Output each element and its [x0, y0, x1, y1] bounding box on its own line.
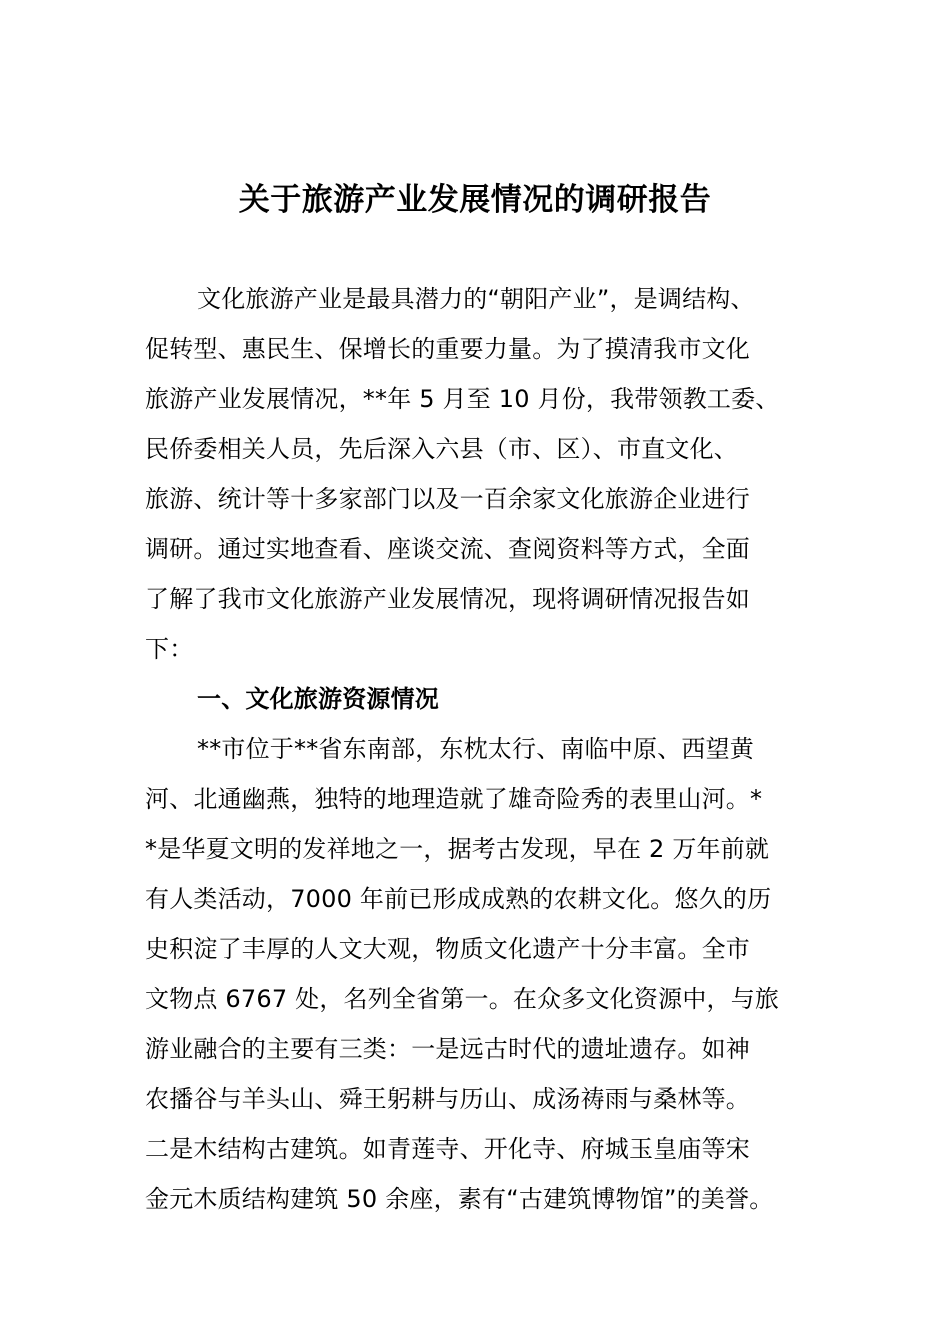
- paragraph-line: 二是木结构古建筑。如青莲寺、开化寺、府城玉皇庙等宋: [145, 1135, 750, 1163]
- paragraph-line: 游业融合的主要有三类：一是远古时代的遗址遗存。如神: [145, 1035, 750, 1063]
- paragraph-line: 金元木质结构建筑 50 余座，素有“古建筑博物馆”的美誉。: [145, 1185, 774, 1213]
- section-heading: 一、文化旅游资源情况: [197, 685, 439, 713]
- paragraph-line: 下：: [145, 635, 194, 663]
- paragraph-line: 民侨委相关人员，先后深入六县（市、区）、市直文化、: [145, 435, 738, 463]
- paragraph-line: 农播谷与羊头山、舜王躬耕与历山、成汤祷雨与桑林等。: [145, 1085, 750, 1113]
- document-body: [145, 274, 825, 1224]
- paragraph-line: 了解了我市文化旅游产业发展情况，现将调研情况报告如: [145, 585, 750, 613]
- paragraph-line: *是华夏文明的发祥地之一，据考古发现，早在 2 万年前就: [145, 835, 770, 863]
- paragraph-line: **市位于**省东南部，东枕太行、南临中原、西望黄: [197, 735, 754, 763]
- paragraph-line: 史积淀了丰厚的人文大观，物质文化遗产十分丰富。全市: [145, 935, 750, 963]
- paragraph-line: 调研。通过实地查看、座谈交流、查阅资料等方式，全面: [145, 535, 750, 563]
- paragraph-line: 有人类活动，7000 年前已形成成熟的农耕文化。悠久的历: [145, 885, 772, 913]
- document-title: 关于旅游产业发展情况的调研报告: [238, 182, 712, 218]
- paragraph-line: 旅游、统计等十多家部门以及一百余家文化旅游企业进行: [145, 485, 750, 513]
- paragraph-line: 旅游产业发展情况，**年 5 月至 10 月份，我带领教工委、: [145, 385, 780, 413]
- paragraph-line: 文化旅游产业是最具潜力的“朝阳产业”，是调结构、: [197, 285, 755, 313]
- paragraph-line: 文物点 6767 处，名列全省第一。在众多文化资源中，与旅: [145, 985, 780, 1013]
- paragraph-line: 河、北通幽燕，独特的地理造就了雄奇险秀的表里山河。*: [145, 785, 763, 813]
- paragraph-line: 促转型、惠民生、保增长的重要力量。为了摸清我市文化: [145, 335, 750, 363]
